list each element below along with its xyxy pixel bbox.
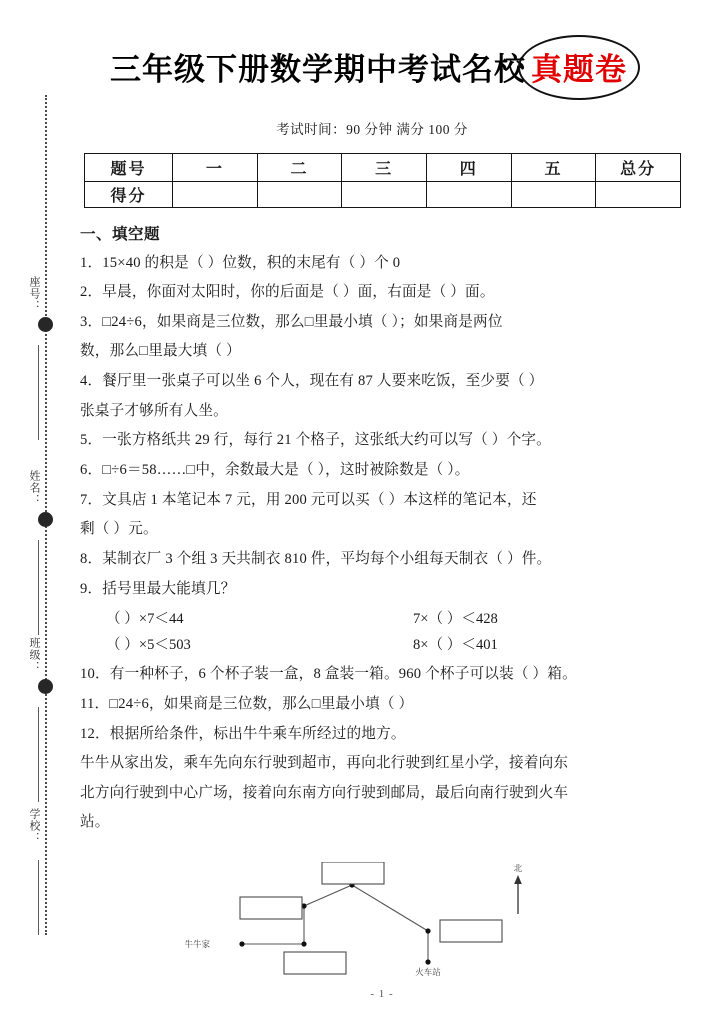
- question-9: 9．括号里最大能填几？: [80, 580, 236, 597]
- node-station: [425, 959, 430, 964]
- score-cell-2[interactable]: [257, 182, 342, 208]
- question-4-cont: 张桌子才够所有人坐。: [80, 402, 228, 419]
- title-row: [62, 42, 682, 91]
- question-1: 1．15×40 的积是（ ）位数，积的末尾有（ ）个 0: [80, 254, 401, 271]
- margin-rule-class: [38, 707, 39, 802]
- score-table-col-5: 五: [511, 154, 596, 182]
- blank-box-top: [322, 862, 384, 884]
- question-3: 3．□24÷6，如果商是三位数，那么□里最小填（ ）；如果商是两位: [80, 313, 503, 330]
- page-title-highlight: [524, 42, 634, 91]
- question-4: 4．餐厅里一张桌子可以坐 6 个人，现在有 87 人要来吃饭，至少要（ ）: [80, 373, 544, 390]
- page-title-text: 三年级下册数学期中考试名校: [110, 52, 526, 87]
- exam-page: [62, 0, 724, 1024]
- score-table-col-3: 三: [342, 154, 427, 182]
- exam-meta: 考试时间：90 分钟 满分 100 分: [276, 122, 468, 137]
- margin-bullet-name: [38, 512, 53, 527]
- score-cell-total[interactable]: [596, 182, 681, 208]
- question-11: 11．□24÷6，如果商是三位数，那么□里最小填（ ）: [80, 695, 414, 712]
- score-table-row-label-score: 得分: [85, 182, 173, 208]
- score-table-col-4: 四: [426, 154, 511, 182]
- question-6: 6．□÷6＝58……□中，余数最大是（ ），这时被除数是（ ）。: [80, 461, 470, 478]
- map-label-home: 牛牛家: [184, 939, 210, 949]
- score-table-col-1: 一: [173, 154, 258, 182]
- question-5: 5．一张方格纸共 29 行，每行 21 个格子，这张纸大约可以写（ ）个字。: [80, 432, 551, 449]
- question-3-cont: 数，那么□里最大填（ ）: [80, 343, 241, 360]
- score-table-row-label-number: 题号: [85, 154, 173, 182]
- question-9-subitems: [80, 607, 720, 658]
- node-post-office: [425, 928, 430, 933]
- map-label-station: 火车站: [415, 967, 441, 977]
- margin-rule-school: [38, 860, 39, 935]
- blank-box-bottom-left: [284, 952, 346, 974]
- question-9-row-1: [80, 607, 720, 633]
- score-cell-1[interactable]: [173, 182, 258, 208]
- score-table: [84, 153, 681, 208]
- score-cell-5[interactable]: [511, 182, 596, 208]
- blank-box-left: [240, 897, 302, 919]
- route-diagram-svg: [212, 862, 572, 982]
- question-8: 8．某制衣厂 3 个组 3 天共制衣 810 件，平均每个小组每天制衣（ ）件。: [80, 550, 552, 567]
- margin-bullet-class: [38, 679, 53, 694]
- question-9-item-d: 8×（ ）＜401: [413, 636, 498, 653]
- question-12-paragraph-line-1: 牛牛从家出发，乘车先向东行驶到超市，再向北行驶到红星小学，接着向东: [80, 755, 569, 772]
- table-row-score: [85, 182, 681, 208]
- page-number-footer: - 1 -: [370, 988, 394, 1000]
- node-supermarket: [301, 941, 306, 946]
- question-9-item-b: 7×（ ）＜428: [413, 611, 498, 628]
- section-heading-fill-blank: 一、填空题: [80, 226, 161, 243]
- question-2: 2．早晨，你面对太阳时，你的后面是（ ）面，右面是（ ）面。: [80, 284, 495, 301]
- route-diagram: [184, 862, 572, 982]
- question-10: 10．有一种杯子，6 个杯子装一盒，8 盒装一箱。960 个杯子可以装（ ）箱。: [80, 666, 577, 683]
- score-cell-3[interactable]: [342, 182, 427, 208]
- margin-label-class: 班级：: [28, 637, 40, 673]
- margin-rule-name: [38, 540, 39, 635]
- route-segment-southeast: [352, 885, 428, 931]
- question-9-row-2: [80, 633, 720, 659]
- question-12-paragraph-line-2: 北方向行驶到中心广场，接着向东南方向行驶到邮局，最后向南行驶到火车: [80, 784, 569, 801]
- binding-margin: [0, 0, 62, 1024]
- question-7-cont: 剩（ ）元。: [80, 521, 158, 538]
- score-table-col-2: 二: [257, 154, 342, 182]
- margin-label-school: 学校：: [28, 808, 40, 844]
- question-content: [80, 227, 720, 841]
- margin-rule-seat: [38, 345, 39, 440]
- score-table-col-total: 总分: [596, 154, 681, 182]
- route-segment-northeast: [304, 885, 352, 906]
- question-9-item-c: （ ）×5＜503: [106, 636, 191, 653]
- route-blank-boxes: [240, 862, 502, 974]
- margin-bullet-seat: [38, 317, 53, 332]
- question-12: 12．根据所给条件，标出牛牛乘车所经过的地方。: [80, 725, 406, 742]
- question-7: 7．文具店 1 本笔记本 7 元，用 200 元可以买（ ）本这样的笔记本，还: [80, 491, 537, 508]
- page-title: [110, 42, 634, 91]
- map-label-north: 北: [513, 863, 523, 873]
- page-title-highlight-text: 真题卷: [531, 52, 627, 87]
- north-arrow-icon: [514, 875, 522, 914]
- margin-label-seat: 座号：: [28, 276, 40, 312]
- score-cell-4[interactable]: [426, 182, 511, 208]
- question-12-paragraph-line-3: 站。: [80, 814, 110, 831]
- margin-label-name: 姓名：: [28, 470, 40, 506]
- question-9-item-a: （ ）×7＜44: [106, 611, 184, 628]
- table-row-header: [85, 154, 681, 182]
- node-home: [239, 941, 244, 946]
- blank-box-right: [440, 920, 502, 942]
